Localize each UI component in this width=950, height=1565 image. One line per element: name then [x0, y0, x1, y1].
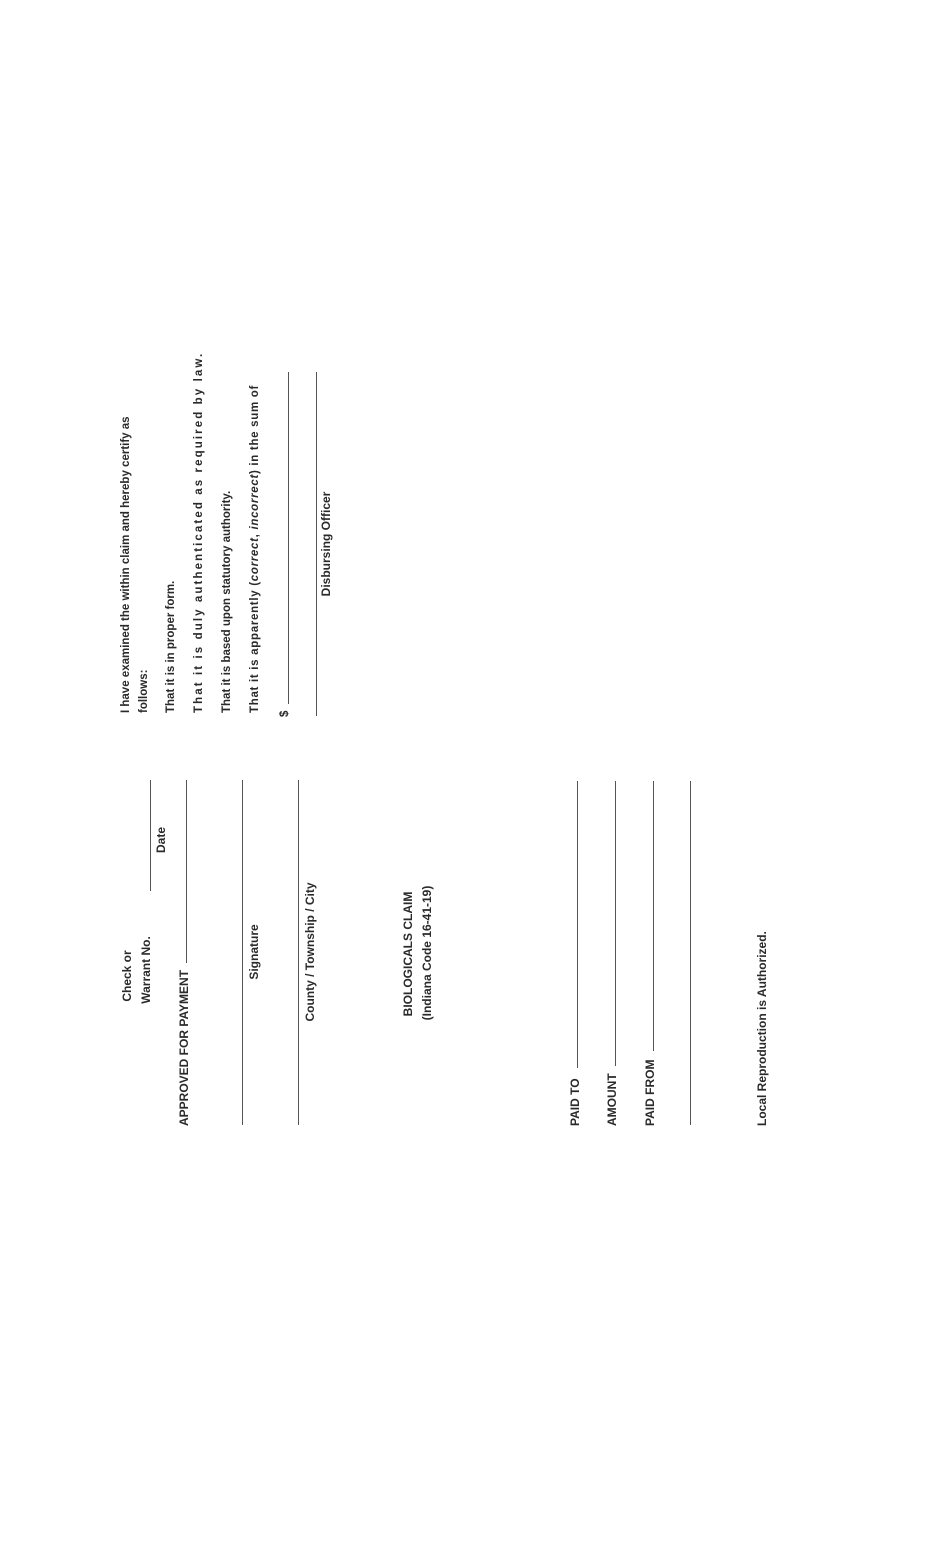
paid-from-line[interactable] [653, 781, 654, 1051]
cert-intro-line2: follows: [138, 669, 150, 713]
paid-from-extra-line[interactable] [690, 781, 691, 1125]
county-township-city-line[interactable] [298, 780, 299, 1125]
paid-to-line[interactable] [577, 781, 578, 1068]
reproduction-note: Local Reproduction is Authorized. [755, 931, 769, 1126]
cert-item-authenticated-text [193, 351, 206, 713]
disbursing-officer-signature-line[interactable] [316, 372, 317, 716]
county-township-city-label: County / Township / City [303, 882, 317, 1022]
paid-from-label: PAID FROM [643, 1059, 657, 1126]
incorrect-word: incorrect [249, 474, 261, 530]
signature-label: Signature [247, 924, 261, 980]
dollar-sign: $ [279, 710, 291, 717]
date-line[interactable] [150, 780, 151, 891]
cert-item-statutory: That it is based upon statutory authority. [221, 490, 233, 713]
claim-title: BIOLOGICALS CLAIM [401, 891, 415, 1017]
claim-code: (Indiana Code 16-41-19) [420, 885, 434, 1021]
date-label: Date [154, 826, 168, 854]
disbursing-officer-label: Disbursing Officer [319, 491, 333, 597]
cert-item-authenticated [193, 351, 206, 713]
amount-line[interactable] [615, 781, 616, 1066]
paid-to-label: PAID TO [568, 1078, 582, 1126]
approved-for-payment-line[interactable] [186, 780, 187, 963]
signature-line[interactable] [242, 780, 243, 1125]
cert-item-proper-form: That it is in proper form. [165, 580, 177, 713]
sum-amount-line[interactable] [288, 372, 289, 704]
warrant-no-label: Warrant No. [139, 936, 153, 1004]
cert-item-apparently-suffix: ) in the sum of [249, 384, 261, 475]
cert-item-apparently-sep: , [249, 529, 261, 538]
approved-for-payment-label: APPROVED FOR PAYMENT [177, 969, 191, 1126]
cert-item-apparently-prefix: That it is apparently ( [249, 581, 261, 713]
cert-intro-line1: I have examined the within claim and hereby certify as [120, 416, 132, 713]
check-or-label: Check or [120, 950, 134, 1002]
cert-item-authenticated-label: That it is duly authenticated as required by law. [193, 351, 205, 713]
correct-word: correct [249, 537, 261, 582]
cert-item-apparently [250, 385, 262, 713]
amount-label: AMOUNT [605, 1073, 619, 1126]
